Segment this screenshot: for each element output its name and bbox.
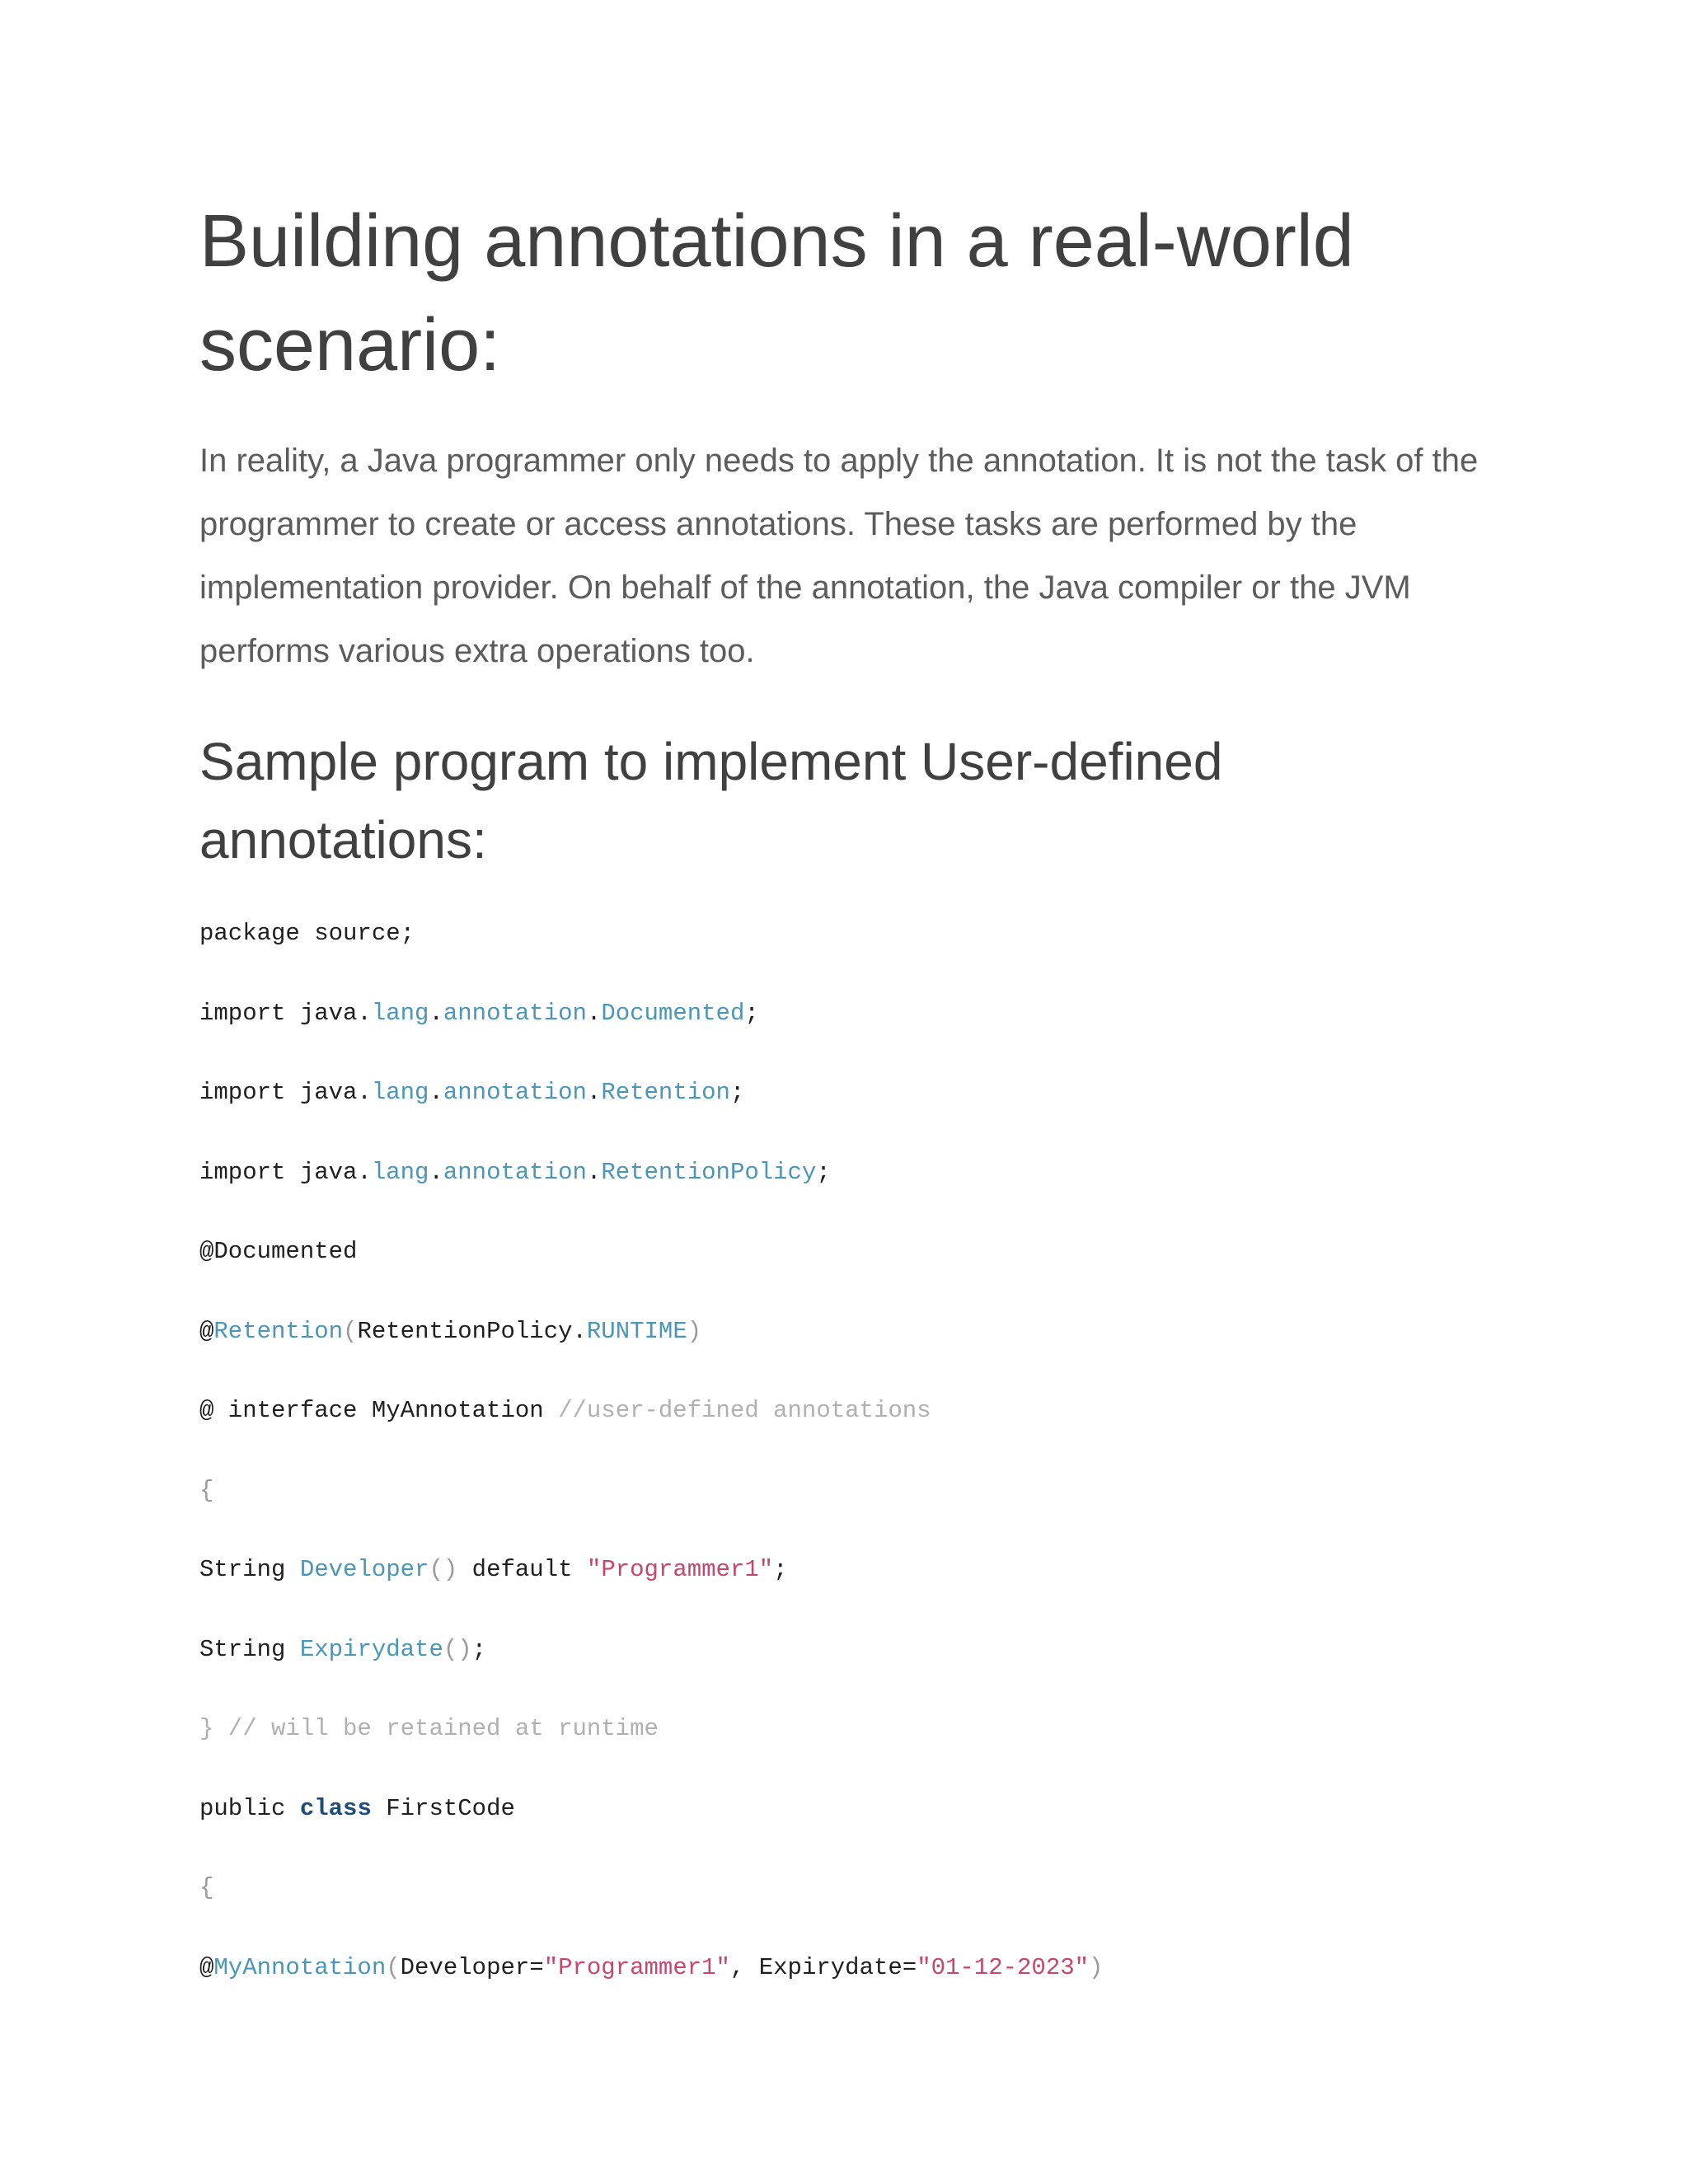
code-token: @ — [199, 1953, 214, 1981]
code-token: import java. — [199, 1158, 372, 1186]
code-block — [199, 894, 1493, 2008]
code-token: . — [429, 1158, 443, 1186]
code-line — [199, 1451, 1493, 1531]
code-token: ( — [343, 1317, 358, 1345]
code-token: @ interface MyAnnotation — [199, 1397, 559, 1424]
code-token: . — [429, 1079, 443, 1106]
code-line — [199, 1769, 1493, 1849]
code-token: ; — [816, 1158, 831, 1186]
code-token: . — [586, 1079, 602, 1106]
code-token: . — [586, 999, 602, 1027]
code-line — [199, 1690, 1493, 1769]
code-token: //user-defined annotations — [558, 1397, 931, 1424]
code-token: class — [299, 1794, 372, 1822]
code-token: "Programmer1" — [586, 1556, 774, 1583]
code-token: , Expirydate= — [729, 1953, 917, 1981]
code-token: Expirydate — [299, 1635, 443, 1663]
code-token: String — [199, 1635, 300, 1663]
code-token: @Documented — [199, 1238, 358, 1265]
code-token: "Programmer1" — [543, 1953, 730, 1981]
code-line — [199, 894, 1493, 974]
code-token: RetentionPolicy — [601, 1158, 817, 1186]
code-token: . — [586, 1158, 602, 1186]
code-line — [199, 1371, 1493, 1451]
intro-paragraph: In reality, a Java programmer only needs to apply the annotation. It is not the task of the programmer to create or access annotations. These tasks are performed by the implementation provider. On behalf of the annotation, the Java compiler or the JVM performs various extra operations too. — [199, 443, 1479, 669]
code-line — [199, 974, 1493, 1054]
code-token: RetentionPolicy. — [357, 1317, 587, 1345]
code-line — [199, 1292, 1493, 1372]
code-token: ; — [471, 1635, 487, 1663]
code-token: Retention — [601, 1079, 730, 1106]
code-token: } // will be retained at runtime — [199, 1715, 659, 1742]
code-token: Developer= — [400, 1953, 544, 1981]
page-title: Building annotations in a real-world scenario: — [199, 200, 1354, 387]
code-token: . — [429, 999, 443, 1027]
code-token: ( — [386, 1953, 401, 1981]
code-token: default — [457, 1556, 587, 1583]
code-token: ) — [1089, 1953, 1104, 1981]
code-token: { — [199, 1874, 214, 1901]
code-token: annotation — [443, 999, 587, 1027]
code-line — [199, 1849, 1493, 1929]
code-token: import java. — [199, 999, 372, 1027]
code-token: package source; — [199, 920, 415, 947]
code-token: Developer — [299, 1556, 429, 1583]
code-token: annotation — [443, 1158, 587, 1186]
code-token: lang — [371, 999, 429, 1027]
code-token: FirstCode — [371, 1794, 515, 1822]
code-line — [199, 1053, 1493, 1133]
code-token: ; — [773, 1556, 788, 1583]
code-token: "01-12-2023" — [917, 1953, 1090, 1981]
code-token: { — [199, 1476, 214, 1504]
code-token: annotation — [443, 1079, 587, 1106]
code-token: import java. — [199, 1079, 372, 1106]
code-line — [199, 1133, 1493, 1213]
code-token: lang — [371, 1158, 429, 1186]
code-line — [199, 1530, 1493, 1610]
code-line — [199, 1610, 1493, 1690]
code-token: ) — [687, 1317, 702, 1345]
code-token: () — [443, 1635, 472, 1663]
code-line — [199, 1212, 1493, 1292]
code-token: public — [199, 1794, 300, 1822]
code-token: String — [199, 1556, 300, 1583]
code-token: ; — [729, 1079, 745, 1106]
code-token: Documented — [601, 999, 745, 1027]
code-token: MyAnnotation — [213, 1953, 387, 1981]
code-token: lang — [371, 1079, 429, 1106]
code-token: @ — [199, 1317, 214, 1345]
code-token: RUNTIME — [586, 1317, 687, 1345]
code-line — [199, 1929, 1493, 2008]
code-token: ; — [744, 999, 759, 1027]
code-token: () — [429, 1556, 458, 1583]
code-token: Retention — [213, 1317, 344, 1345]
section-heading: Sample program to implement User-defined annotations: — [199, 732, 1223, 869]
